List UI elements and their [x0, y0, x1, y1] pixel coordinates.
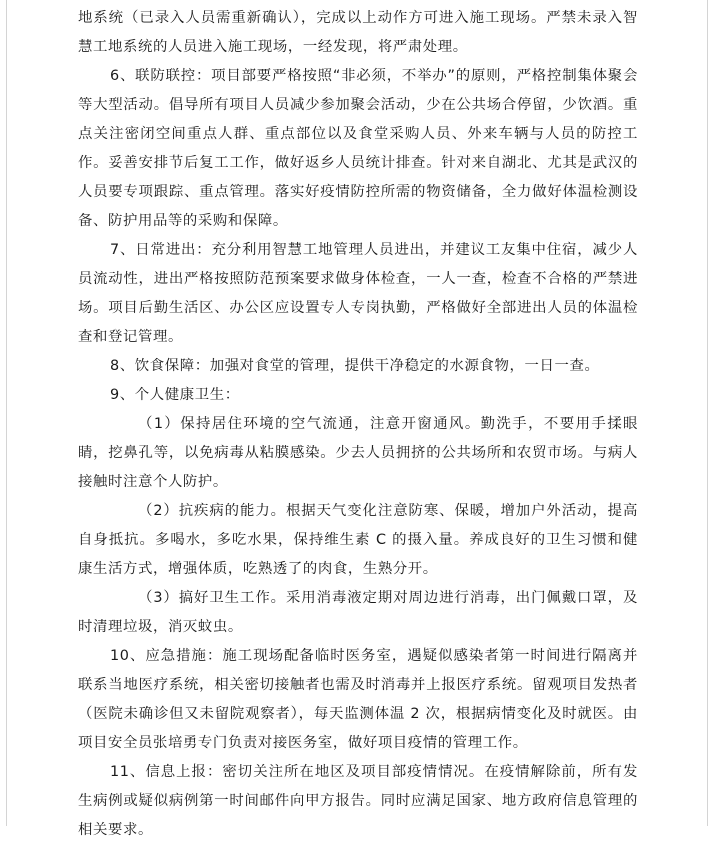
paragraph-continuation: 地系统（已录入人员需重新确认），完成以上动作方可进入施工现场。严禁未录入智慧工地系统的人员进入施工现场，一经发现，将严肃处理。	[78, 10, 638, 55]
paragraph-hygiene-item-3: （3）搞好卫生工作。采用消毒液定期对周边进行消毒，出门佩戴口罩，及时清理垃圾，消灭蚊虫。	[78, 590, 638, 635]
paragraph-daily-access: 7、日常进出：充分利用智慧工地管理人员进出，并建议工友集中住宿，减少人员流动性，进出严格按照防范预案要求做身体检查，一人一查，检查不合格的严禁进场。项目后勤生活区、办公区应设置专人专岗执勤，严格做好全部进出人员的体温检查和登记管理。	[78, 242, 638, 345]
page-border-left	[6, 0, 7, 826]
page-border-right	[707, 0, 708, 826]
paragraph-joint-prevention: 6、联防联控：项目部要严格按照“非必须，不举办”的原则，严格控制集体聚会等大型活动。倡导所有项目人员减少参加聚会活动，少在公共场合停留，少饮酒。重点关注密闭空间重点人群、重点部位以及食堂采购人员、外来车辆与人员的防控工作。妥善安排节后复工工作，做好返乡人员统计排查。针对来自湖北、尤其是武汉的人员要专项跟踪、重点管理。落实好疫情防控所需的物资储备，全力做好体温检测设备、防护用品等的采购和保障。	[78, 68, 638, 229]
paragraph-food-safety: 8、饮食保障：加强对食堂的管理，提供干净稳定的水源食物，一日一查。	[110, 358, 600, 374]
paragraph-hygiene-item-2: （2）抗疾病的能力。根据天气变化注意防寒、保暖，增加户外活动，提高自身抵抗。多喝水，多吃水果，保持维生素 C 的摄入量。养成良好的卫生习惯和健康生活方式，增强体质，吃熟透了的肉食，生熟分开。	[78, 503, 638, 577]
paragraph-information-reporting: 11、信息上报：密切关注所在地区及项目部疫情情况。在疫情解除前，所有发生病例或疑似病例第一时间邮件向甲方报告。同时应满足国家、地方政府信息管理的相关要求。	[78, 764, 638, 838]
paragraph-personal-hygiene: 9、个人健康卫生：	[110, 387, 240, 403]
paragraph-emergency-measures: 10、应急措施：施工现场配备临时医务室，遇疑似感染者第一时间进行隔离并联系当地医疗系统，相关密切接触者也需及时消毒并上报医疗系统。留观项目发热者（医院未确诊但又未留院观察者），每天监测体温 2 次，根据病情变化及时就医。由项目安全员张培勇专门负责对接医务室，做好项目疫情的管理工作。	[78, 648, 638, 751]
document-body	[78, 4, 638, 845]
paragraph-hygiene-item-1: （1）保持居住环境的空气流通，注意开窗通风。勤洗手，不要用手揉眼睛，挖鼻孔等，以免病毒从粘膜感染。少去人员拥挤的公共场所和农贸市场。与病人接触时注意个人防护。	[78, 416, 638, 490]
